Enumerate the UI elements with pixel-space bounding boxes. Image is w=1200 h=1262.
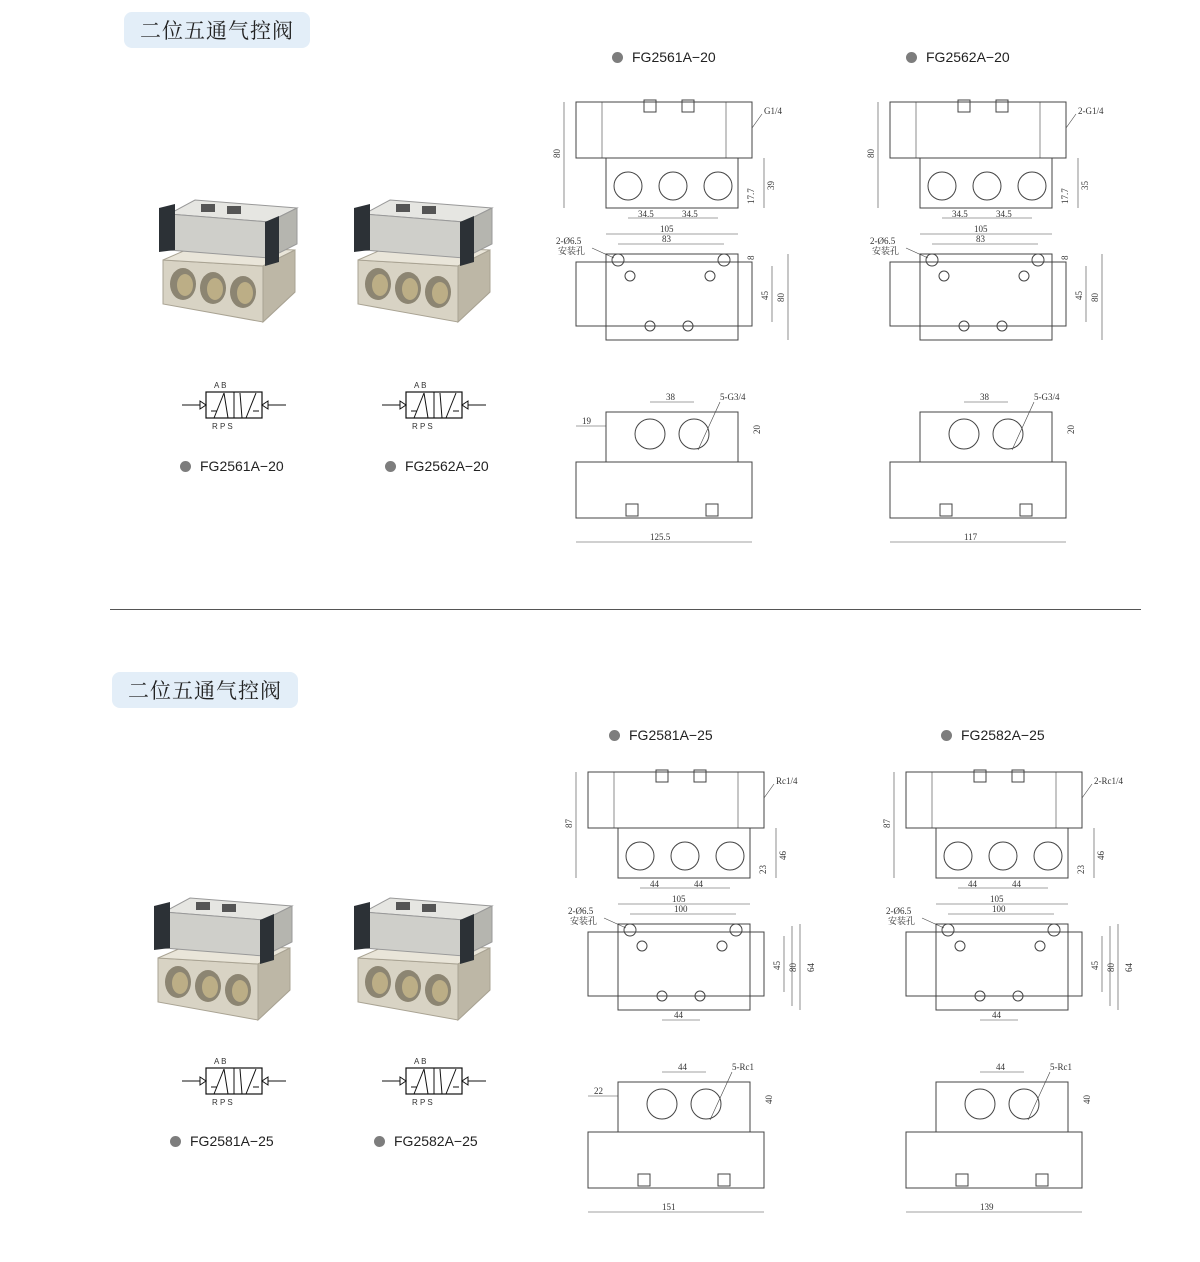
dimension-label: 44 [992, 1010, 1001, 1020]
dimension-label: 80 [1090, 293, 1100, 302]
dimension-label: 125.5 [650, 532, 671, 542]
pilot-port [1020, 504, 1032, 516]
boss-outline [936, 1082, 1068, 1132]
base-outline [606, 158, 738, 208]
actuator-center [932, 772, 1056, 828]
pilot-port [201, 204, 215, 212]
main-port [965, 1089, 995, 1119]
valve-photo-fg2581a [150, 890, 310, 1040]
pilot-port [422, 904, 436, 912]
dimension-label: 139 [980, 1202, 994, 1212]
pilot-port [940, 504, 952, 516]
leader-line [1066, 114, 1076, 128]
pilot-port [422, 206, 436, 214]
pilot-arrow-right [462, 401, 468, 409]
end-cap-right [460, 216, 474, 266]
port-thread [237, 282, 253, 304]
main-port [679, 419, 709, 449]
dimension-label: 45 [772, 961, 782, 970]
leader-line [922, 918, 944, 928]
mount-hole [718, 254, 730, 266]
pilot-port [222, 904, 236, 912]
actuator-outline [890, 102, 1066, 158]
port-label-bottom: R P S [412, 422, 433, 431]
port-thread [372, 972, 388, 994]
leader-line [1028, 1072, 1050, 1120]
dimension-label: 80 [788, 963, 798, 972]
dimension-label: 2-Ø6.5 [568, 906, 594, 916]
port-thread [172, 972, 188, 994]
bullet-icon [612, 52, 623, 63]
port-circle [944, 842, 972, 870]
dimension-label: 83 [662, 234, 671, 244]
base-plan [606, 254, 738, 340]
actuator-front [364, 214, 464, 258]
mount-hole [1032, 254, 1044, 266]
main-port [1009, 1089, 1039, 1119]
dimension-label: 80 [866, 149, 876, 158]
port-circle [626, 842, 654, 870]
dimension-label: 44 [678, 1062, 687, 1072]
dimension-label: 23 [1076, 865, 1086, 874]
dimension-label: 35 [1080, 181, 1090, 190]
leader-line [1082, 784, 1092, 798]
dimension-label: 87 [882, 819, 892, 828]
valve-photo-fg2561a [155, 192, 305, 332]
pneumatic-symbol-fg2582a [380, 1054, 500, 1106]
dimension-label: 40 [1082, 1095, 1092, 1104]
pilot-arrow-left [200, 1077, 206, 1085]
pilot-port [706, 504, 718, 516]
dimension-label: 17.7 [1060, 188, 1070, 204]
dimension-label: 20 [752, 425, 762, 434]
mount-hole [926, 254, 938, 266]
dimension-label: 105 [672, 894, 686, 904]
pilot-arrow-left [400, 1077, 406, 1085]
port-thread [402, 278, 418, 300]
dimension-label: 100 [992, 904, 1006, 914]
dimension-label: 151 [662, 1202, 676, 1212]
port-label-top: A B [414, 1057, 427, 1066]
base-outline [936, 828, 1068, 878]
leader-line [698, 402, 720, 450]
section-title: 二位五通气控阀 [124, 12, 310, 48]
end-cap-right [460, 914, 474, 964]
valve-photo-fg2562a [350, 192, 500, 332]
side-outline [576, 262, 752, 326]
bullet-icon [374, 1136, 385, 1147]
actuator-front [364, 912, 464, 956]
front-outline [588, 1132, 764, 1188]
pneumatic-symbol-fg2562a [380, 378, 500, 430]
leader-line [764, 784, 774, 798]
dimension-label: 5-G3/4 [1034, 392, 1060, 402]
mount-hole [612, 254, 624, 266]
base-outline [618, 828, 750, 878]
port-circle [671, 842, 699, 870]
main-port [993, 419, 1023, 449]
pilot-port [396, 902, 410, 910]
dimension-label: 5-G3/4 [720, 392, 746, 402]
drawing-title: FG2581A−25 [609, 727, 713, 743]
section-fg256 [0, 0, 1200, 610]
bullet-icon [170, 1136, 181, 1147]
boss-outline [618, 1082, 750, 1132]
actuator-outline [576, 102, 752, 158]
main-port [635, 419, 665, 449]
dimension-label: 17.7 [746, 188, 756, 204]
leader-line [1012, 402, 1034, 450]
dimension-label: 安装孔 [558, 246, 586, 256]
dimension-label: 2-G1/4 [1078, 106, 1104, 116]
port-thread [432, 980, 448, 1002]
dimension-label: 34.5 [952, 209, 968, 219]
main-port [949, 419, 979, 449]
section-title: 二位五通气控阀 [112, 672, 298, 708]
port-label-bottom: R P S [212, 1098, 233, 1107]
end-cap-left [154, 902, 170, 950]
base-plan [936, 924, 1068, 1010]
base-plan [920, 254, 1052, 340]
technical-drawing-fg2561a [548, 92, 798, 557]
dimension-label: 2-Ø6.5 [870, 236, 896, 246]
pneumatic-symbol-fg2561a [180, 378, 300, 430]
dimension-label: 105 [990, 894, 1004, 904]
port-thread [202, 976, 218, 998]
side-outline [906, 932, 1082, 996]
leader-line [752, 114, 762, 128]
drawing-title: FG2562A−20 [906, 49, 1010, 65]
dimension-label: 2-Ø6.5 [886, 906, 912, 916]
bolt-circle [939, 271, 949, 281]
pilot-port [396, 204, 410, 212]
dimension-label: 87 [564, 819, 574, 828]
port-label-top: A B [214, 381, 227, 390]
dimension-label: 8 [1060, 255, 1070, 260]
dimension-label: 5-Rc1 [1050, 1062, 1072, 1072]
actuator-front [164, 912, 264, 956]
pilot-arrow-left [400, 401, 406, 409]
pilot-port [196, 902, 210, 910]
port-thread [207, 278, 223, 300]
pilot-arrow-right [262, 1077, 268, 1085]
bullet-icon [180, 461, 191, 472]
port-circle [1034, 842, 1062, 870]
drawing-title: FG2561A−20 [612, 49, 716, 65]
dimension-label: 80 [1106, 963, 1116, 972]
dimension-label: 22 [594, 1086, 603, 1096]
port-circle [704, 172, 732, 200]
side-outline [588, 932, 764, 996]
pilot-port [626, 504, 638, 516]
dimension-label: 2-Rc1/4 [1094, 776, 1123, 786]
section-divider [110, 609, 1141, 610]
leader-line [906, 248, 928, 258]
dimension-label: 80 [776, 293, 786, 302]
dimension-label: 100 [674, 904, 688, 914]
actuator-center [916, 102, 1040, 158]
actuator-front [169, 214, 269, 258]
pilot-arrow-right [462, 1077, 468, 1085]
dimension-label: 8 [746, 255, 756, 260]
pneumatic-symbol-fg2581a [180, 1054, 300, 1106]
bullet-icon [906, 52, 917, 63]
dimension-label: 40 [764, 1095, 774, 1104]
port-label-bottom: R P S [212, 422, 233, 431]
technical-drawing-fg2581a [560, 762, 820, 1232]
base-plan [618, 924, 750, 1010]
dimension-label: G1/4 [764, 106, 782, 116]
bolt-circle [717, 941, 727, 951]
dimension-label: 安装孔 [888, 916, 916, 926]
end-cap-left [354, 902, 370, 950]
actuator-center [614, 772, 738, 828]
dimension-label: 44 [1012, 879, 1021, 889]
dimension-label: 45 [1074, 291, 1084, 300]
mount-hole [942, 924, 954, 936]
dimension-label: 44 [650, 879, 659, 889]
dimension-label: Rc1/4 [776, 776, 798, 786]
dimension-label: 44 [674, 1010, 683, 1020]
dimension-label: 105 [660, 224, 674, 234]
valve-photo-fg2582a [350, 890, 510, 1040]
port-label-bottom: R P S [412, 1098, 433, 1107]
leader-line [604, 918, 626, 928]
dimension-label: 64 [806, 963, 816, 972]
dimension-label: 44 [694, 879, 703, 889]
dimension-label: 安装孔 [872, 246, 900, 256]
bolt-circle [705, 271, 715, 281]
dimension-label: 45 [760, 291, 770, 300]
port-circle [973, 172, 1001, 200]
technical-drawing-fg2582a [878, 762, 1138, 1232]
bullet-icon [609, 730, 620, 741]
dimension-label: 5-Rc1 [732, 1062, 754, 1072]
model-label: FG2562A−20 [385, 458, 489, 474]
boss-outline [920, 412, 1052, 462]
technical-drawing-fg2562a [862, 92, 1112, 557]
pilot-port [227, 206, 241, 214]
port-thread [432, 282, 448, 304]
dimension-label: 安装孔 [570, 916, 598, 926]
actuator-center [602, 102, 726, 158]
dimension-label: 105 [974, 224, 988, 234]
dimension-label: 80 [552, 149, 562, 158]
bolt-circle [955, 941, 965, 951]
port-label-top: A B [414, 381, 427, 390]
dimension-label: 38 [666, 392, 675, 402]
bolt-circle [1019, 271, 1029, 281]
leader-line [710, 1072, 732, 1120]
boss-outline [606, 412, 738, 462]
dimension-label: 23 [758, 865, 768, 874]
dimension-label: 39 [766, 181, 776, 190]
front-outline [890, 462, 1066, 518]
drawing-title: FG2582A−25 [941, 727, 1045, 743]
bullet-icon [941, 730, 952, 741]
bullet-icon [385, 461, 396, 472]
dimension-label: 44 [996, 1062, 1005, 1072]
dimension-label: 46 [778, 851, 788, 860]
end-cap-right [265, 216, 279, 266]
main-port [691, 1089, 721, 1119]
dimension-label: 44 [968, 879, 977, 889]
dimension-label: 64 [1124, 963, 1134, 972]
end-cap-right [260, 914, 274, 964]
port-circle [659, 172, 687, 200]
dimension-label: 34.5 [682, 209, 698, 219]
leader-line [592, 248, 614, 258]
pilot-port [1036, 1174, 1048, 1186]
pilot-port [638, 1174, 650, 1186]
base-outline [920, 158, 1052, 208]
port-label-top: A B [214, 1057, 227, 1066]
dimension-label: 34.5 [638, 209, 654, 219]
dimension-label: 19 [582, 416, 591, 426]
pilot-port [718, 1174, 730, 1186]
dimension-label: 46 [1096, 851, 1106, 860]
dimension-label: 34.5 [996, 209, 1012, 219]
port-thread [372, 274, 388, 296]
main-port [647, 1089, 677, 1119]
port-circle [989, 842, 1017, 870]
port-thread [402, 976, 418, 998]
side-outline [890, 262, 1066, 326]
end-cap-left [354, 204, 370, 252]
mount-hole [730, 924, 742, 936]
port-circle [614, 172, 642, 200]
pilot-arrow-left [200, 401, 206, 409]
bolt-circle [625, 271, 635, 281]
pilot-arrow-right [262, 401, 268, 409]
front-outline [576, 462, 752, 518]
dimension-label: 2-Ø6.5 [556, 236, 582, 246]
mount-hole [624, 924, 636, 936]
bolt-circle [637, 941, 647, 951]
model-label: FG2582A−25 [374, 1133, 478, 1149]
front-outline [906, 1132, 1082, 1188]
dimension-label: 117 [964, 532, 978, 542]
port-circle [1018, 172, 1046, 200]
dimension-label: 20 [1066, 425, 1076, 434]
model-label: FG2581A−25 [170, 1133, 274, 1149]
dimension-label: 83 [976, 234, 985, 244]
dimension-label: 45 [1090, 961, 1100, 970]
bolt-circle [1035, 941, 1045, 951]
pilot-port [956, 1174, 968, 1186]
actuator-outline [588, 772, 764, 828]
model-label: FG2561A−20 [180, 458, 284, 474]
mount-hole [1048, 924, 1060, 936]
port-circle [928, 172, 956, 200]
section-fg258 [0, 612, 1200, 1262]
end-cap-left [159, 204, 175, 252]
dimension-label: 38 [980, 392, 989, 402]
actuator-outline [906, 772, 1082, 828]
port-thread [232, 980, 248, 1002]
port-thread [177, 274, 193, 296]
port-circle [716, 842, 744, 870]
